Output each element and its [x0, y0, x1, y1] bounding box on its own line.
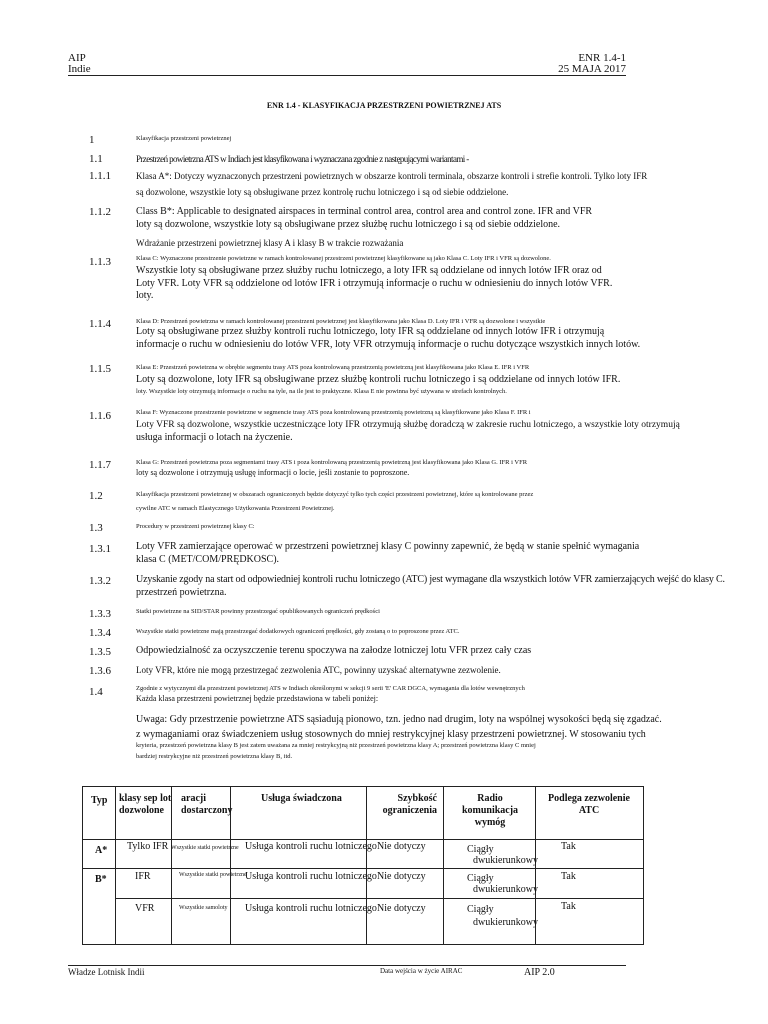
- col-header-radio: Radio komunikacja wymóg: [461, 793, 519, 828]
- section-number: 1.1.5: [89, 363, 111, 375]
- section-text: Klasa C: Wyznaczone przestrzenie powietrzne w ramach kontrolowanej przestrzeni powietrznej klasyfikowane są jako Klasa C. Loty IFR i VFR są dozwolone.: [136, 255, 551, 262]
- section-text: są dozwolone, wszystkie loty są obsługiwane przez kontrolę ruchu lotniczego i są od siebie oddzielone.: [136, 187, 509, 197]
- section-text: Każda klasa przestrzeni powietrznej będzie przedstawiona w tabeli poniżej:: [136, 694, 379, 703]
- section-text: Klasyfikacja przestrzeni powietrznej: [136, 135, 232, 142]
- section-number: 1.1: [89, 153, 103, 165]
- section-text: Loty VFR są dozwolone, wszystkie uczestniczące loty IFR otrzymują służbę doradczą w zakresie ruchu lotniczego, a wszystkie loty otrzymują: [136, 420, 680, 430]
- row-flights: IFR: [135, 871, 151, 882]
- section-number: 1.3: [89, 522, 103, 534]
- section-number: 1.3.6: [89, 665, 111, 677]
- section-text: Procedury w przestrzeni powietrznej klasy C:: [136, 523, 255, 530]
- row-speed: Nie dotyczy: [377, 841, 426, 852]
- section-text: Przestrzeń powietrzna ATS w Indiach jest klasyfikowana i wyznaczana zgodnie z następującymi wariantami -: [136, 154, 469, 164]
- section-number: 1.3.2: [89, 575, 111, 587]
- section-text: loty są dozwolone, wszystkie loty są obsługiwane przez służbę ruchu lotniczego i są od siebie oddzielone.: [136, 218, 561, 230]
- section-text: Statki powietrzne na SID/STAR powinny przestrzegać opublikowanych ograniczeń prędkości: [136, 608, 380, 615]
- section-text: cywilne ATC w ramach Elastycznego Użytkowania Przestrzeni Powietrznej.: [136, 505, 335, 512]
- note-text-small: kryteria, przestrzeń powietrzna klasy B jest zatem uważana za mniej restrykcyjną niż przestrzeń powietrzna klasy A; przestrzeń powietrzna klasy C mniej: [136, 742, 536, 749]
- header-aip: AIP: [68, 52, 86, 64]
- section-text: Uzyskanie zgody na start od odpowiedniej kontroli ruchu lotniczego (ATC) jest wymagane dla wszystkich lotów VFR zamierzających wejść do klasy C.: [136, 574, 725, 585]
- section-text: informacje o ruchu w odniesieniu do lotów VFR, loty VFR otrzymują informacje o ruchu dotyczące wszystkich innych lotów.: [136, 338, 641, 350]
- section-text: klasa C (MET/COM/PRĘDKOŚĆ).: [136, 553, 280, 565]
- row-flights: VFR: [135, 903, 155, 914]
- row-atc: Tak: [561, 871, 576, 882]
- row-radio: Ciągły: [467, 904, 494, 915]
- section-text: loty są dozwolone i otrzymują usługę informacji o locie, jeśli zostanie to poproszone.: [136, 468, 410, 477]
- section-number: 1.3.1: [89, 543, 111, 555]
- col-header-speed: Szybkość ograniczenia: [382, 793, 437, 816]
- row-atc: Tak: [561, 901, 576, 912]
- col-header-atc: Podlega zezwolenie ATC: [548, 793, 630, 816]
- section-text: Klasa A*: Dotyczy wyznaczonych przestrzeni powietrznych w obszarze kontroli terminala, obszarze kontroli i strefie kontroli. Tylko loty IFR: [136, 171, 648, 181]
- footer-aip-version: AIP 2.0: [524, 967, 555, 978]
- footer-effective-date: Data wejścia w życie AIRAC: [380, 967, 463, 975]
- section-text: przestrzeń powietrzna.: [136, 586, 227, 598]
- section-text: Wdrażanie przestrzeni powietrznej klasy A i klasy B w trakcie rozważania: [136, 238, 404, 248]
- section-text: Klasa F: Wyznaczone przestrzenie powietrzne w segmencie trasy ATS poza kontrolowaną przestrzenią powietrzną są klasyfikowane jako Klasa F. IFR i: [136, 409, 531, 416]
- section-text: Odpowiedzialność za oczyszczenie terenu spoczywa na załodze lotniczej lotu VFR przez cały czas: [136, 645, 532, 656]
- header-page-ref: ENR 1.4-1: [578, 52, 626, 64]
- section-text: Klasa D: Przestrzeń powietrzna w ramach kontrolowanej przestrzeni powietrznej jest klasyfikowana jako Klasa D. Loty IFR i VFR są dozwolone i wszystkie: [136, 318, 546, 325]
- header-country: Indie: [68, 63, 91, 75]
- header-left: [68, 53, 91, 75]
- row-service: Usługa kontroli ruchu lotniczego: [245, 841, 377, 852]
- row-speed: Nie dotyczy: [377, 903, 426, 914]
- col-header-lot: klasy sep lot dozwolone: [119, 793, 172, 816]
- col-header-separation: aracji dostarczony: [181, 793, 233, 816]
- header-right: [558, 53, 626, 75]
- note-text: z wymaganiami oraz świadczeniem usług stosownych do mniej restrykcyjnej klasy przestrzeni powietrznej. W stosowaniu tych: [136, 728, 646, 740]
- section-text: Loty są dozwolone, loty IFR są obsługiwane przez służbę kontroli ruchu lotniczego i są oddzielane od innych lotów IFR.: [136, 374, 621, 385]
- row-radio-type: dwukierunkowy: [473, 855, 538, 866]
- section-number: 1.2: [89, 490, 103, 502]
- note-text-small: bardziej restrykcyjne niż przestrzeń powietrzna klasy B, itd.: [136, 753, 293, 760]
- row-flights: Tylko IFR: [127, 841, 169, 852]
- section-text: Zgodnie z wytycznymi dla przestrzeni powietrznej ATS w Indiach określonymi w sekcji 9 serii 'E' CAR DGCA, wymagania dla lotów wewnętrznych: [136, 685, 525, 692]
- row-radio-type: dwukierunkowy: [473, 884, 538, 895]
- footer-rule: [68, 965, 626, 966]
- section-number: 1.4: [89, 686, 103, 698]
- footer-authority: Władze Lotnisk Indii: [68, 967, 145, 977]
- row-radio: Ciągły: [467, 844, 494, 855]
- header-rule: [68, 75, 626, 76]
- section-number: 1.3.4: [89, 627, 111, 639]
- row-separation: Wszystkie statki powietrzne: [171, 845, 239, 851]
- section-text: Loty VFR, które nie mogą przestrzegać zezwolenia ATC, powinny uzyskać alternatywne zezwolenie.: [136, 665, 501, 675]
- row-separation: Wszystkie statki powietrzne: [179, 872, 247, 878]
- header-date: 25 MAJA 2017: [558, 63, 626, 75]
- section-text: Klasa G: Przestrzeń powietrzna poza segmentami trasy ATS i poza kontrolowaną przestrzenią powietrzną jest klasyfikowana jako Klasa G. IFR i VFR: [136, 459, 528, 466]
- section-number: 1.1.6: [89, 410, 111, 422]
- col-header-type: Typ: [91, 795, 108, 806]
- row-type: A*: [95, 845, 108, 856]
- section-number: 1.3.5: [89, 646, 111, 658]
- row-speed: Nie dotyczy: [377, 871, 426, 882]
- section-text: loty. Wszystkie loty otrzymują informacje o ruchu na tyle, na ile jest to praktyczne. Klasa E nie powinna być używana w strefach kontrolnych.: [136, 387, 507, 395]
- col-header-service: Usługa świadczona: [261, 793, 342, 804]
- row-radio: Ciągły: [467, 873, 494, 884]
- section-text: Wszystkie statki powietrzne mają przestrzegać dodatkowych ograniczeń prędkości, gdy zostaną o to poproszone przez ATC.: [136, 628, 460, 635]
- section-text: Klasyfikacja przestrzeni powietrznej w obszarach ograniczonych będzie dotyczyć tylko tych części przestrzeni powietrznej, które są kontrolowane przez: [136, 491, 534, 498]
- section-number: 1.3.3: [89, 608, 111, 620]
- row-radio-type: dwukierunkowy: [473, 917, 538, 928]
- row-atc: Tak: [561, 841, 576, 852]
- row-service: Usługa kontroli ruchu lotniczego: [245, 871, 377, 882]
- section-text: loty.: [136, 290, 154, 301]
- section-text: Loty VFR zamierzające operować w przestrzeni powietrznej klasy C powinny zapewnić, że będą w stanie spełnić wymagania: [136, 541, 640, 552]
- section-number: 1.1.2: [89, 206, 111, 218]
- row-type: B*: [95, 874, 107, 885]
- airspace-class-table: [82, 786, 644, 945]
- section-text: Wszystkie loty są obsługiwane przez służby ruchu lotniczego, a loty IFR są oddzielane od innych lotów IFR oraz od: [136, 265, 602, 276]
- note-text: Uwaga: Gdy przestrzenie powietrzne ATS sąsiadują pionowo, tzn. jedno nad drugim, loty na wspólnej wysokości będą się zgadzać.: [136, 714, 662, 725]
- row-service: Usługa kontroli ruchu lotniczego: [245, 903, 377, 914]
- section-number: 1.1.4: [89, 318, 111, 330]
- page-title: ENR 1.4 - KLASYFIKACJA PRZESTRZENI POWIETRZNEJ ATS: [266, 101, 502, 110]
- section-number: 1: [89, 134, 95, 146]
- section-number: 1.1.3: [89, 256, 111, 268]
- section-text: Klasa E: Przestrzeń powietrzna w obrębie segmentu trasy ATS poza kontrolowaną przestrzenią powietrzną jest klasyfikowana jako Klasa E. IFR i VFR: [136, 364, 530, 371]
- section-text: usługa informacji o lotach na życzenie.: [136, 431, 293, 443]
- section-text: Class B*: Applicable to designated airspaces in terminal control area, control area and control zone. IFR and VFR: [136, 206, 593, 217]
- section-text: Loty są obsługiwane przez służby kontroli ruchu lotniczego, loty IFR są oddzielane od innych lotów IFR i otrzymują: [136, 326, 605, 337]
- section-text: Loty VFR. Loty VFR są oddzielone od lotów IFR i otrzymują informacje o ruchu w odniesieniu do innych lotów VFR.: [136, 277, 613, 289]
- row-separation: Wszystkie samoloty: [179, 905, 228, 911]
- section-number: 1.1.1: [89, 170, 111, 182]
- section-number: 1.1.7: [89, 459, 111, 471]
